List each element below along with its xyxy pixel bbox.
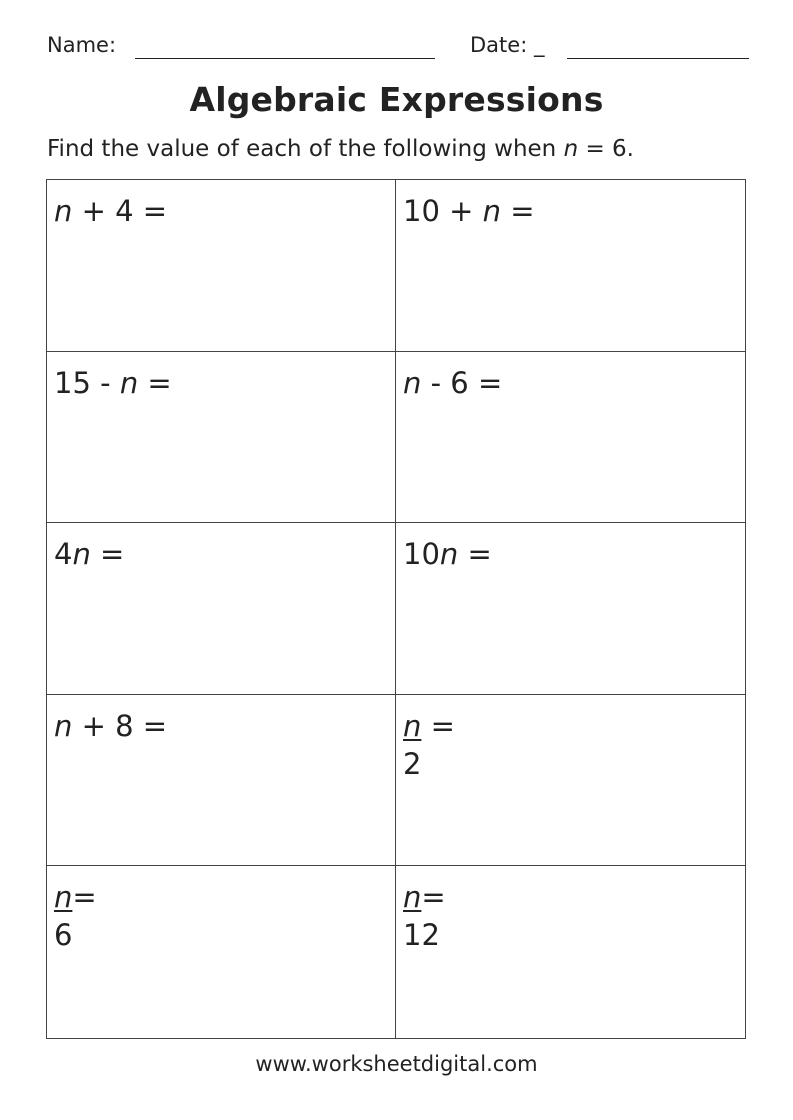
problem-cell[interactable] xyxy=(47,180,396,352)
problem-cell[interactable] xyxy=(396,695,745,867)
header-row xyxy=(47,30,749,64)
fraction-numerator xyxy=(54,878,97,916)
expr-post: + 4 = xyxy=(72,194,168,228)
fraction-variable: n xyxy=(403,708,422,743)
fraction-equals: = xyxy=(421,708,455,743)
fraction-denominator: 6 xyxy=(54,918,73,953)
expr-post: = xyxy=(90,537,125,572)
expr-variable: n xyxy=(482,194,502,228)
expr-post: = xyxy=(458,537,492,572)
fraction-denominator: 2 xyxy=(403,746,422,781)
date-field[interactable] xyxy=(567,58,749,59)
expr-pre: 10 xyxy=(403,537,440,572)
problem-cell[interactable] xyxy=(47,352,396,524)
expr-post: + 8 = xyxy=(72,708,168,743)
expr-variable: n xyxy=(54,708,73,743)
problem-cell[interactable] xyxy=(396,866,745,1038)
name-label: Name: xyxy=(47,33,117,57)
expr-variable: n xyxy=(403,365,422,400)
problem-cell[interactable] xyxy=(396,180,745,352)
problem-expression xyxy=(54,194,167,228)
problem-cell[interactable] xyxy=(396,523,745,695)
problem-fraction xyxy=(403,707,455,783)
expr-post: - 6 = xyxy=(421,365,503,400)
expr-variable: n xyxy=(439,537,459,572)
instructions-prefix: Find the value of each of the following when xyxy=(47,136,564,162)
expr-pre: 15 - xyxy=(54,365,120,400)
problem-grid xyxy=(46,179,746,1039)
problem-fraction xyxy=(54,878,97,954)
footer-url: www.worksheetdigital.com xyxy=(255,1052,538,1076)
problem-expression xyxy=(54,709,167,743)
expr-pre: 4 xyxy=(54,537,73,572)
problem-expression xyxy=(54,366,172,400)
name-field[interactable] xyxy=(135,58,435,59)
instructions xyxy=(47,136,634,162)
problem-cell[interactable] xyxy=(47,866,396,1038)
page-title: Algebraic Expressions xyxy=(189,80,604,119)
fraction-numerator xyxy=(403,878,446,916)
expr-variable: n xyxy=(119,365,139,400)
problem-expression xyxy=(403,537,492,571)
instructions-suffix: = 6. xyxy=(578,136,634,162)
instructions-variable: n xyxy=(563,136,579,162)
problem-cell[interactable] xyxy=(47,523,396,695)
expr-variable: n xyxy=(54,194,73,228)
expr-variable: n xyxy=(72,537,91,572)
fraction-equals: = xyxy=(421,880,446,915)
fraction-denominator: 12 xyxy=(403,918,440,953)
date-label: Date: _ xyxy=(470,33,545,57)
fraction-variable: n xyxy=(54,880,73,915)
problem-fraction xyxy=(403,878,446,954)
fraction-numerator xyxy=(403,707,455,745)
problem-expression xyxy=(54,537,124,571)
problem-cell[interactable] xyxy=(47,695,396,867)
fraction-equals: = xyxy=(72,880,97,915)
fraction-variable: n xyxy=(403,880,422,915)
expr-post: = xyxy=(501,194,535,228)
expr-post: = xyxy=(138,365,172,400)
problem-expression xyxy=(403,194,535,228)
problem-expression xyxy=(403,366,502,400)
expr-pre: 10 + xyxy=(403,194,483,228)
problem-cell[interactable] xyxy=(396,352,745,524)
